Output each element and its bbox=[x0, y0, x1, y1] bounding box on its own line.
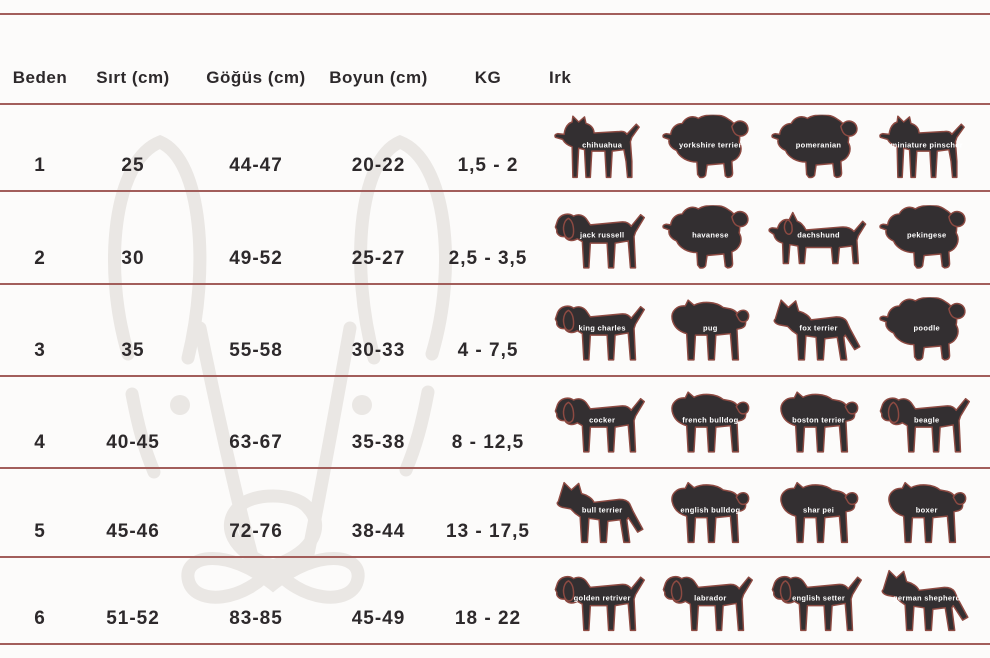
header-kg: KG bbox=[474, 68, 502, 87]
breed-label: yorkshire terrier bbox=[679, 140, 742, 150]
breed-cell bbox=[545, 285, 990, 375]
dog-silhouette bbox=[876, 381, 978, 463]
breed-label: cocker bbox=[589, 415, 616, 425]
neck-value: 25-27 bbox=[351, 248, 406, 269]
chest-value: 49-52 bbox=[229, 248, 283, 269]
size-value: 2 bbox=[34, 248, 46, 269]
breed-cell bbox=[545, 558, 990, 643]
dog-silhouette bbox=[768, 108, 870, 187]
breed-label: english setter bbox=[792, 593, 846, 603]
dog-silhouette bbox=[551, 108, 653, 187]
dog-silhouette bbox=[768, 197, 870, 279]
breed-cell bbox=[545, 469, 990, 556]
size-value: 4 bbox=[34, 432, 46, 453]
size-row bbox=[0, 467, 990, 556]
size-row bbox=[0, 283, 990, 375]
breed-label: golden retriver bbox=[573, 593, 631, 603]
weight-value: 18 - 22 bbox=[454, 608, 522, 629]
breed-label: labrador bbox=[694, 593, 727, 603]
back-value: 45-46 bbox=[106, 521, 160, 542]
breed-label: king charles bbox=[578, 323, 626, 333]
breed-label: german shepherd bbox=[893, 593, 961, 603]
back-value: 25 bbox=[121, 155, 145, 176]
size-value: 3 bbox=[34, 340, 46, 361]
breed-label: fox terrier bbox=[799, 323, 838, 333]
breed-label: shar pei bbox=[802, 505, 835, 515]
neck-value: 35-38 bbox=[351, 432, 406, 453]
chest-value: 55-58 bbox=[229, 340, 283, 361]
chest-value: 83-85 bbox=[229, 608, 283, 629]
header-irk: Irk bbox=[549, 68, 572, 87]
weight-value: 1,5 - 2 bbox=[457, 155, 519, 176]
dog-silhouette bbox=[768, 561, 870, 640]
dog-silhouette bbox=[768, 472, 870, 553]
size-row bbox=[0, 190, 990, 283]
breed-cell bbox=[545, 192, 990, 283]
breed-label: boston terrier bbox=[792, 415, 846, 425]
header-beden: Beden bbox=[12, 68, 68, 87]
chest-value: 63-67 bbox=[229, 432, 283, 453]
header-gogus: Göğüs (cm) bbox=[206, 68, 306, 87]
neck-value: 38-44 bbox=[351, 521, 406, 542]
size-row bbox=[0, 103, 990, 190]
header-sirt: Sırt (cm) bbox=[96, 68, 170, 87]
weight-value: 13 - 17,5 bbox=[446, 521, 530, 542]
dog-silhouette bbox=[876, 197, 978, 279]
breed-label: poodle bbox=[913, 323, 940, 333]
breed-label: miniature pinscher bbox=[890, 140, 964, 150]
size-row bbox=[0, 556, 990, 645]
back-value: 51-52 bbox=[106, 608, 160, 629]
breed-label: bull terrier bbox=[581, 505, 623, 515]
weight-value: 4 - 7,5 bbox=[457, 340, 519, 361]
breed-label: english bulldog bbox=[680, 505, 741, 515]
weight-value: 8 - 12,5 bbox=[451, 432, 525, 453]
dog-silhouette bbox=[659, 381, 761, 463]
dog-silhouette bbox=[551, 381, 653, 463]
breed-label: french bulldog bbox=[682, 415, 739, 425]
dog-silhouette bbox=[876, 108, 978, 187]
dog-silhouette bbox=[659, 197, 761, 279]
dog-silhouette bbox=[876, 561, 978, 640]
top-margin bbox=[0, 0, 990, 13]
back-value: 35 bbox=[121, 340, 145, 361]
size-value: 5 bbox=[34, 521, 46, 542]
breed-cell bbox=[545, 105, 990, 190]
dog-silhouette bbox=[551, 289, 653, 371]
dog-silhouette bbox=[551, 561, 653, 640]
size-row bbox=[0, 375, 990, 467]
breed-label: pug bbox=[703, 323, 718, 333]
breed-label: boxer bbox=[915, 505, 938, 515]
dog-silhouette bbox=[876, 472, 978, 553]
neck-value: 20-22 bbox=[351, 155, 406, 176]
dog-silhouette bbox=[659, 472, 761, 553]
dog-silhouette bbox=[659, 289, 761, 371]
header-row bbox=[0, 13, 990, 103]
chest-value: 44-47 bbox=[229, 155, 283, 176]
size-value: 6 bbox=[34, 608, 46, 629]
neck-value: 30-33 bbox=[351, 340, 406, 361]
dog-silhouette bbox=[876, 289, 978, 371]
neck-value: 45-49 bbox=[351, 608, 406, 629]
dog-silhouette bbox=[659, 108, 761, 187]
breed-label: pomeranian bbox=[795, 140, 842, 150]
breed-label: dachshund bbox=[797, 230, 840, 240]
dog-silhouette bbox=[659, 561, 761, 640]
back-value: 30 bbox=[121, 248, 145, 269]
breed-label: beagle bbox=[913, 415, 940, 425]
breed-label: havanese bbox=[692, 230, 729, 240]
chest-value: 72-76 bbox=[229, 521, 283, 542]
weight-value: 2,5 - 3,5 bbox=[448, 248, 528, 269]
breed-label: chihuahua bbox=[582, 140, 623, 150]
dog-silhouette bbox=[551, 472, 653, 553]
dog-silhouette bbox=[551, 197, 653, 279]
breed-label: jack russell bbox=[579, 230, 625, 240]
breed-cell bbox=[545, 377, 990, 467]
dog-silhouette bbox=[768, 381, 870, 463]
back-value: 40-45 bbox=[106, 432, 160, 453]
size-value: 1 bbox=[34, 155, 46, 176]
breed-label: pekingese bbox=[907, 230, 947, 240]
dog-silhouette bbox=[768, 289, 870, 371]
header-boyun: Boyun (cm) bbox=[329, 68, 428, 87]
